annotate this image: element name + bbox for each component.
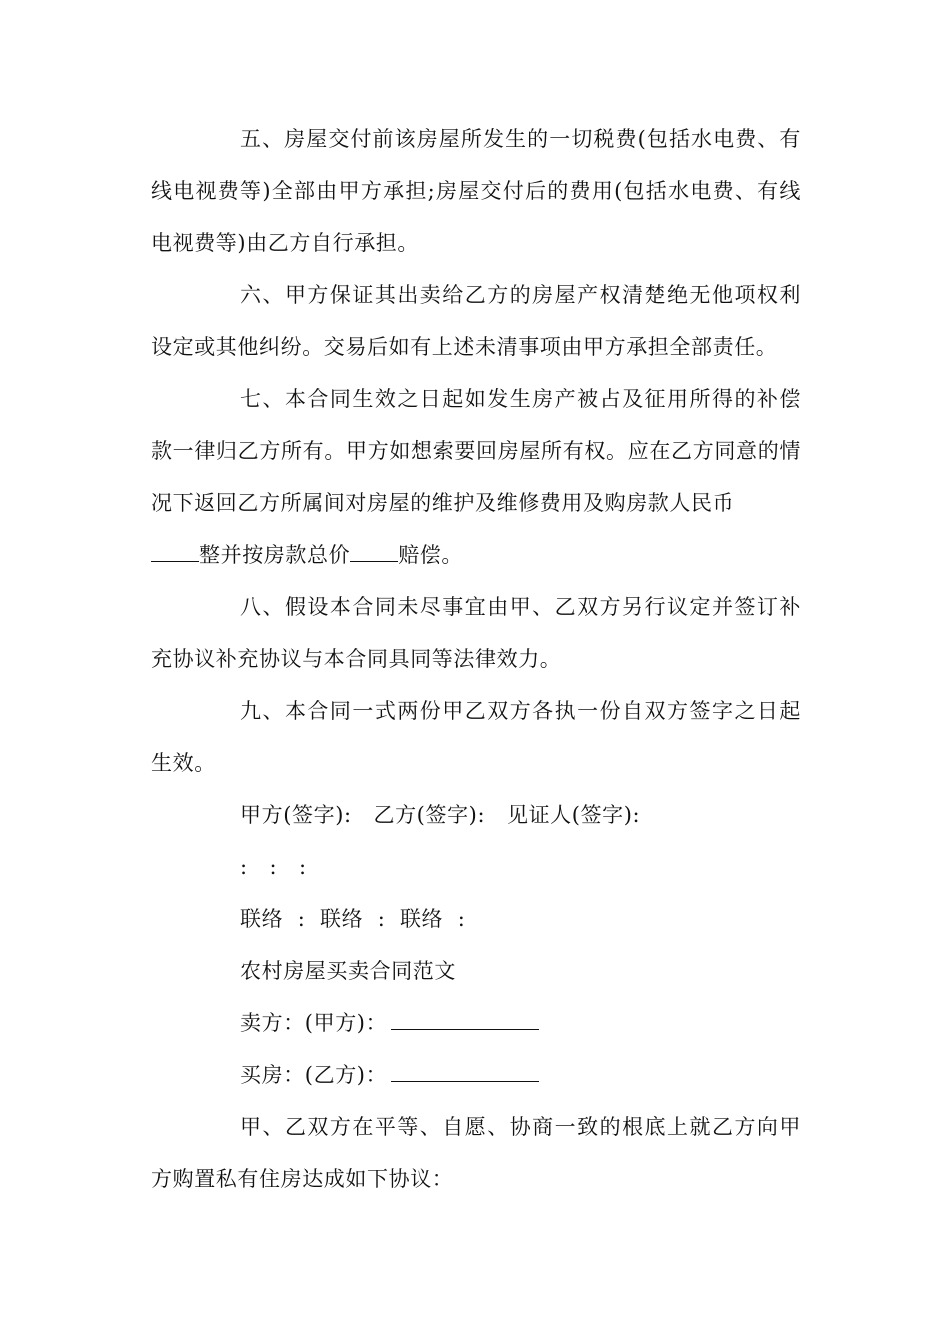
second-contract-title: 农村房屋买卖合同范文 xyxy=(240,959,456,983)
blank-ratio xyxy=(350,560,398,562)
buyer-label: 买房：(乙方)： xyxy=(240,1063,388,1087)
clause-6: 六、甲方保证其出卖给乙方的房屋产权清楚绝无他项权利设定或其他纠纷。交易后如有上述未清事项由甲方承担全部责任。 xyxy=(151,283,801,359)
signature-colons: : : : xyxy=(240,855,307,879)
signature-labels: 甲方(签字): 乙方(签字): 见证人(签字): xyxy=(240,803,641,827)
contact-labels: 联络 : 联络 : 联络 : xyxy=(240,907,466,931)
buyer-blank xyxy=(391,1080,539,1082)
clause-7-end: 赔偿。 xyxy=(398,543,464,567)
clause-7 xyxy=(151,373,801,581)
clause-9: 九、本合同一式两份甲乙双方各执一份自双方签字之日起生效。 xyxy=(151,699,801,775)
seller-blank xyxy=(391,1028,539,1030)
clause-7-mid: 整并按房款总价 xyxy=(199,543,351,567)
clause-7-text: 七、本合同生效之日起如发生房产被占及征用所得的补偿款一律归乙方所有。甲方如想索要回房屋所有权。应在乙方同意的情况下返回乙方所属间对房屋的维护及维修费用及购房款人民币 xyxy=(151,387,801,515)
clause-5: 五、房屋交付前该房屋所发生的一切税费(包括水电费、有线电视费等)全部由甲方承担;房屋交付后的费用(包括水电费、有线电视费等)由乙方自行承担。 xyxy=(151,127,801,255)
buyer-line xyxy=(240,1049,539,1101)
agreement-intro: 甲、乙双方在平等、自愿、协商一致的根底上就乙方向甲方购置私有住房达成如下协议： xyxy=(151,1115,801,1191)
clause-8: 八、假设本合同未尽事宜由甲、乙双方另行议定并签订补充协议补充协议与本合同具同等法律效力。 xyxy=(151,595,801,671)
seller-line xyxy=(240,997,539,1049)
blank-amount xyxy=(151,560,199,562)
seller-label: 卖方：(甲方)： xyxy=(240,1011,388,1035)
